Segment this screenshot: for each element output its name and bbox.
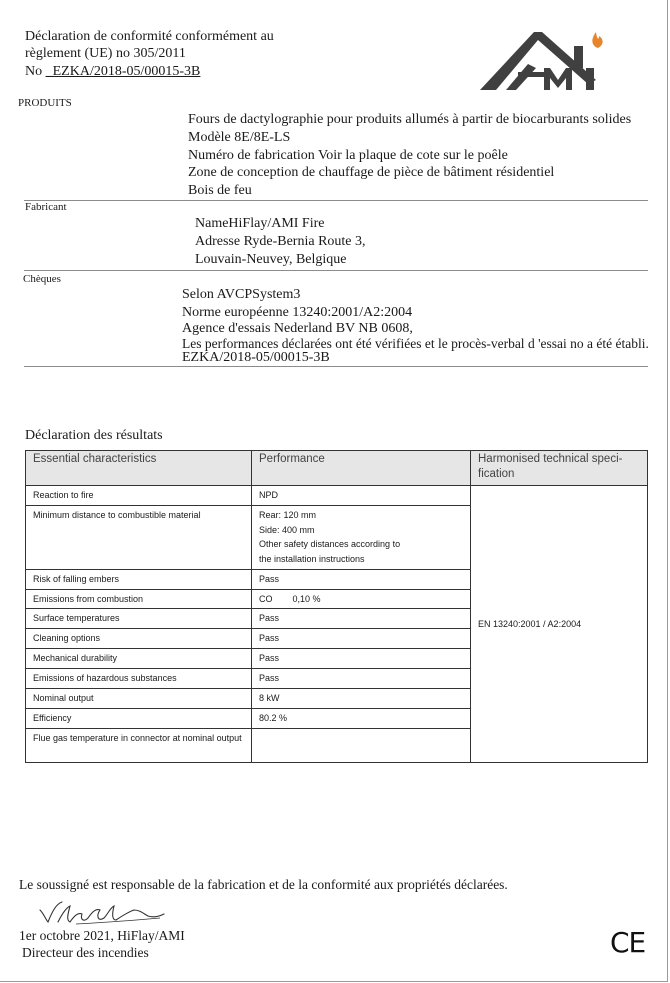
products-line-3: Numéro de fabrication Voir la plaque de cote sur le poêle [188, 148, 508, 163]
products-line-2: Modèle 8E/8E-LS [188, 130, 291, 145]
declaration-number-prefix: No [25, 64, 46, 79]
performance-value: Other safety distances according to [259, 539, 401, 549]
performance-value: Pass [259, 633, 280, 643]
performance-value: 80.2 % [259, 712, 288, 723]
checks-line-1: Selon AVCPSystem3 [182, 287, 301, 302]
characteristic-cell: Mechanical durability [26, 649, 252, 669]
results-title: Déclaration des résultats [25, 428, 163, 443]
header-harmonised-spec: Harmonised technical speci-fication [471, 451, 648, 486]
declaration-title-line-1: Déclaration de conformité conformément au [25, 29, 274, 44]
declaration-number-value: _EZKA/2018-05/00015-3B [45, 64, 201, 79]
ce-mark-icon: CE [610, 926, 646, 959]
divider-manufacturer [24, 270, 648, 271]
characteristic-cell: Minimum distance to combustible material [26, 506, 252, 570]
checks-line-5: EZKA/2018-05/00015-3B [182, 350, 330, 365]
header-performance: Performance [252, 451, 471, 486]
performance-cell [252, 609, 471, 629]
performance-cell [252, 570, 471, 590]
manufacturer-line-2: Adresse Ryde-Bernia Route 3, [195, 234, 366, 249]
characteristic-cell: Emissions of hazardous substances [26, 669, 252, 689]
declaration-number [25, 62, 200, 81]
characteristic-cell: Flue gas temperature in connector at nominal output [26, 728, 252, 762]
characteristic-cell: Reaction to fire [26, 486, 252, 506]
responsibility-statement: Le soussigné est responsable de la fabrication et de la conformité aux propriétés déclarées. [19, 877, 508, 892]
divider-products [24, 200, 648, 201]
performance-value: CO 0,10 % [259, 593, 321, 604]
characteristic-cell: Emissions from combustion [26, 589, 252, 609]
checks-line-4: Les performances déclarées ont été vérifiées et le procès-verbal d 'essai no a été établi. [182, 336, 649, 351]
performance-value: Pass [259, 613, 280, 623]
performance-value: 8 kW [259, 692, 280, 703]
performance-cell [252, 708, 471, 728]
divider-checks [24, 366, 648, 367]
declaration-title-line-2: règlement (UE) no 305/2011 [25, 46, 186, 61]
results-table [25, 450, 648, 763]
performance-cell [252, 629, 471, 649]
checks-line-3: Agence d'essais Nederland BV NB 0608, [182, 321, 413, 336]
performance-value: NPD [259, 490, 279, 500]
performance-value: Pass [259, 673, 280, 683]
performance-cell [252, 649, 471, 669]
products-line-1: Fours de dactylographie pour produits allumés à partir de biocarburants solides [188, 112, 632, 127]
checks-line-2: Norme européenne 13240:2001/A2:2004 [182, 305, 413, 320]
characteristic-cell: Cleaning options [26, 629, 252, 649]
manufacturer-line-3: Louvain-Neuvey, Belgique [195, 252, 347, 267]
performance-value: Side: 400 mm [259, 524, 315, 535]
performance-cell [252, 688, 471, 708]
manufacturer-line-1: NameHiFlay/AMI Fire [195, 216, 325, 231]
performance-cell [252, 589, 471, 609]
checks-label: Chèques [23, 273, 61, 285]
performance-value: Pass [259, 653, 280, 663]
performance-cell [252, 669, 471, 689]
products-line-5: Bois de feu [188, 183, 252, 198]
header-essential-characteristics: Essential characteristics [26, 451, 252, 486]
harmonised-spec-cell: EN 13240:2001 / A2:2004 [471, 486, 648, 763]
performance-value: Rear: 120 mm [259, 510, 317, 520]
results-header-row [26, 451, 648, 486]
characteristic-cell: Risk of falling embers [26, 570, 252, 590]
characteristic-cell: Efficiency [26, 708, 252, 728]
characteristic-cell: Surface temperatures [26, 609, 252, 629]
performance-value: Pass [259, 574, 280, 584]
performance-cell [252, 486, 471, 506]
performance-cell [252, 506, 471, 570]
signature-date-line: 1er octobre 2021, HiFlay/AMI [19, 928, 185, 943]
products-line-4: Zone de conception de chauffage de pièce de bâtiment résidentiel [188, 165, 555, 180]
signatory-role: Directeur des incendies [22, 945, 149, 960]
products-label: PRODUITS [18, 97, 72, 109]
manufacturer-label: Fabricant [25, 201, 67, 213]
performance-value: the installation instructions [259, 553, 365, 564]
handwritten-signature-icon [36, 898, 166, 926]
table-row [26, 486, 648, 506]
ami-house-flame-logo-icon [478, 28, 612, 94]
performance-cell [252, 728, 471, 762]
characteristic-cell: Nominal output [26, 688, 252, 708]
